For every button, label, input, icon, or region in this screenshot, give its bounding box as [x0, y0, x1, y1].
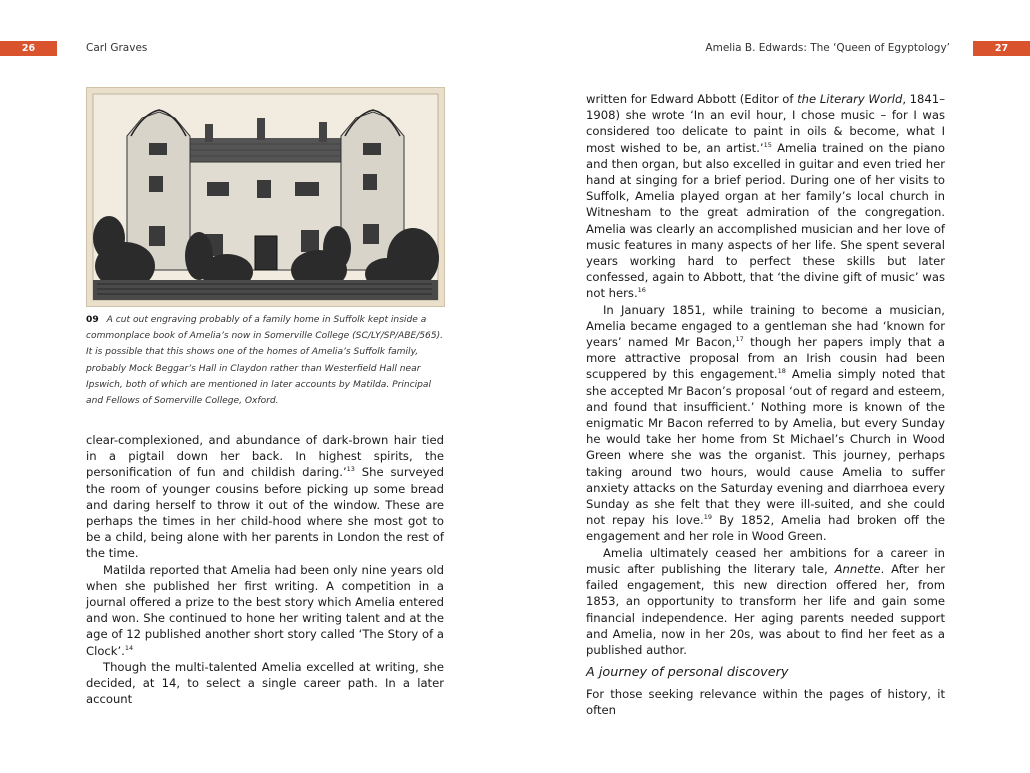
- section-subheading: A journey of personal discovery: [586, 665, 789, 681]
- right-page: [515, 0, 1030, 773]
- page-number: 27: [973, 41, 1030, 56]
- page-number: 26: [0, 41, 57, 56]
- paragraph: In January 1851, while training to become a musician, Amelia became engaged to a gentleman she had ‘known for years’ named Mr Bacon,$^{17}$ though her papers imply that a more attractive proposal from an Irish cousin had been scuppered by this engagement.$^{18}$ Amelia simply noted that she accepted Mr Bacon’s proposal ‘out of regard and esteem, and found that insufficient.’ Nothing more is known of the enigmatic Mr Bacon referred to by Amelia, but every Sunday he would take her home from St Michael’s Church in Wood Green where she was the organist. This journey, perhaps taking around two hours, would cause Amelia to suffer anxiety attacks on the Saturday evening and diarrhoea every Sunday as she felt that they were ill-suited, and she could not repay his love.$^{19}$ By 1852, Amelia had broken off the engagement and her role in Wood Green.: [586, 302, 945, 544]
- footnote-ref: 15: [763, 140, 772, 149]
- figure-caption: [86, 312, 444, 409]
- footnote-ref: 17: [735, 335, 744, 344]
- paragraph: Amelia ultimately ceased her ambitions for a career in music after publishing the literary tale, Annette. After her failed engagement, this new direction offered her, from 1853, an opportunity to transform her life and gain some financial independence. Her aging parents needed support and Amelia, now in her 20s, was about to find her feet as a published author.: [586, 545, 945, 657]
- left-body-text: [86, 432, 444, 707]
- paragraph: written for Edward Abbott (Editor of the Literary World, 1841–1908) she wrote ‘In an evil hour, I chose music – for I was considered too delicate to paint in oils & become, what I most wished to be, an artist.’$^{15}$ Amelia trained on the piano and then organ, but also excelled in guitar and even tried her hand at singing for a brief period. During one of her visits to Suffolk, Amelia played organ at her family’s local church in Witnesham to the great admiration of the congregation. Amelia was clearly an accomplished musician and her love of music features in many aspects of her life. She spent several years working hard to perfect these skills but later confessed, again to Abbott, that ‘the divine gift of music’ was not hers.$^{16}$: [586, 92, 945, 301]
- engraving-figure: [86, 87, 445, 307]
- paragraph: Though the multi-talented Amelia excelled at writing, she decided, at 14, to select a single career path. In a later account: [86, 659, 444, 707]
- running-head: Carl Graves: [86, 42, 148, 54]
- figure-number: 09: [86, 315, 99, 325]
- figure-caption-text: A cut out engraving probably of a family home in Suffolk kept inside a commonplace book of Amelia’s now in Somerville College (SC/LY/SP/ABE/565). It is possible that this shows one of the homes of Amelia’s Suffolk family, probably Mock Beggar’s Hall in Claydon rather than Westerfield Hall near Ipswich, both of which are mentioned in later accounts by Matilda. Principal and Fellows of Somerville College, Oxford.: [86, 315, 444, 407]
- footnote-ref: 18: [777, 367, 786, 376]
- running-head: Amelia B. Edwards: The ‘Queen of Egyptology’: [705, 42, 950, 54]
- footnote-ref: 16: [637, 286, 646, 295]
- right-body-text: [586, 91, 945, 719]
- paragraph: For those seeking relevance within the pages of history, it often: [586, 687, 945, 718]
- footnote-ref: 14: [124, 643, 134, 652]
- house-engraving-image: [87, 88, 444, 306]
- footnote-ref: 13: [346, 465, 355, 474]
- paragraph: clear-complexioned, and abundance of dark-brown hair tied in a pigtail down her back. In highest spirits, the personification of fun and childish daring.’$^{13}$ She surveyed the room of younger cousins before picking up some bread and daring herself to throw it out of the window. These are perhaps the times in her child-hood where she most got to be a child, being alone with her parents in London the rest of the time.: [86, 433, 444, 561]
- paragraph: Matilda reported that Amelia had been only nine years old when she published her first writing. A competition in a journal offered a prize to the best story which Amelia entered and won. She continued to hone her writing talent and at the age of 12 published another short story called ‘The Story of a Clock’.$^{14}$: [86, 562, 444, 658]
- footnote-ref: 19: [703, 513, 713, 522]
